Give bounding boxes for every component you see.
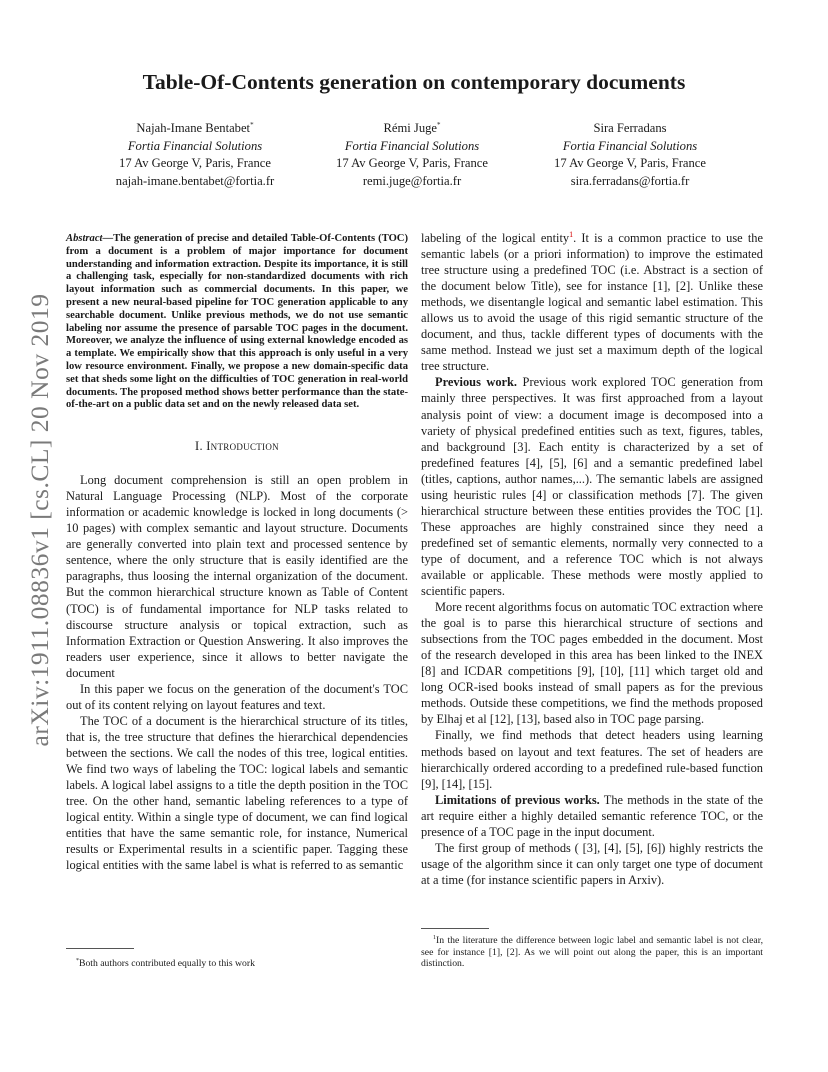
author-address: 17 Av George V, Paris, France (554, 156, 706, 171)
footnote-equal-contribution (76, 958, 406, 970)
equal-contribution-mark: * (250, 120, 254, 129)
arxiv-identifier: arXiv:1911.08836v1 [cs.CL] 20 Nov 2019 (25, 293, 54, 747)
paragraph: More recent algorithms focus on automatic TOC extraction where the goal is to parse this hierarchical structure of sections and subsections from the TOC pages embedded in the document. Most of the research developed in this area has been linked to the INEX [8] and ICDAR competitions [9], [10], [11] which target old and long OCR-ised books instead of small papers as for the previous methods. Outside these competitions, we find the methods proposed by Elhaj et al [12], [13], based also in TOC page parsing. (421, 600, 763, 727)
run-in-heading: Previous work. (435, 375, 518, 390)
paragraph-text: Previous work explored TOC generation from mainly three perspectives. It was first approached from a layout analysis point of view: a document image is decomposed into a variety of physical predefined entities such as text, figures, tables, and background [3]. Each entity is characterized by a set of predefined features [4], [5], [6] and a semantic predefined label (titles, captions, author names,...). The semantic labels are assigned using heuristic rules [4] or classification methods [7]. The given hierarchical structure between these entities provides the TOC [1]. These approaches are highly constrained since they need a predefined set of semantic elements, normally very connected to a type of document, and a reference TOC which is not always available or applicable. These methods were mostly applied to scientific papers. (421, 375, 764, 599)
footnote-rule (421, 928, 489, 929)
introduction-body (66, 472, 408, 873)
paragraph-text: The methods in the state of the art require either a highly detailed semantic reference TOC, or the presence of a TOC page in the input document. (421, 792, 763, 839)
footnote-semantic-label (421, 935, 763, 970)
arxiv-side-stamp (12, 285, 68, 755)
paragraph: The TOC of a document is the hierarchical structure of its titles, that is, the tree structure that defines the hierarchical dependencies between the sections. We call the nodes of this tree, logical entities. We find two ways of labeling the TOC: logical labels and semantic labels. A logical label assigns to a title the depth position in the TOC tree. On the other hand, semantic labeling references to a type of logical entity. Within a single type of document, we can find logical entities that have the same semantic role, for instance, Numerical results or Experimental results in a scientific paper. Tagging these logical entities with the same label is what is referred to as semantic (66, 713, 408, 873)
section-heading-introduction: I. Introduction (195, 439, 279, 454)
author-address: 17 Av George V, Paris, France (119, 156, 271, 171)
paragraph-text: . It is a common practice to use the semantic labels (or a priori information) to improve the estimated tree structure using a predefined TOC (i.e. Abstract is a section of the document below Title), see for instance [1], [2]. Unlike these methods, we disentangle logical and semantic label estimation. This allows us to avoid the usage of this rigid semantic structure of the document, and thus, tackle different types of documents with the same method. Instead we just set a maximum depth of the logical tree structure. (421, 231, 763, 374)
right-column (421, 230, 763, 888)
author-affiliation: Fortia Financial Solutions (344, 138, 480, 153)
author-email[interactable]: najah-imane.bentabet@fortia.fr (115, 173, 275, 188)
paragraph-semantic-labeling (421, 230, 763, 374)
footnote-text: Both authors contributed equally to this work (79, 958, 255, 969)
author-name: Rémi Juge (383, 121, 438, 135)
author-block-1 (75, 120, 315, 190)
paragraph-previous-work (421, 374, 763, 599)
author-affiliation: Fortia Financial Solutions (562, 138, 698, 153)
author-block-3 (510, 120, 750, 190)
author-name: Sira Ferradans (593, 121, 667, 135)
author-address: 17 Av George V, Paris, France (336, 156, 488, 171)
paper-title: Table-Of-Contents generation on contemporary documents (142, 70, 686, 94)
author-block-2 (292, 120, 532, 190)
equal-contribution-mark: * (437, 120, 441, 129)
paragraph-text: labeling of the logical entity (421, 231, 570, 245)
footnote-rule (66, 948, 134, 949)
abstract-label: Abstract (66, 233, 103, 244)
left-column (66, 233, 408, 873)
abstract (66, 233, 408, 412)
author-email[interactable]: remi.juge@fortia.fr (362, 173, 462, 188)
paragraph: Finally, we find methods that detect headers using learning methods based on layout and text features. The set of headers are hierarchically ordered according to a predefined rule-based function [9], [14], [15]. (421, 728, 763, 791)
paragraph-limitations (421, 792, 763, 840)
paragraph: In this paper we focus on the generation of the document's TOC out of its content relying on layout features and text. (66, 681, 408, 712)
run-in-heading: Limitations of previous works. (435, 792, 600, 807)
author-email[interactable]: sira.ferradans@fortia.fr (570, 173, 690, 188)
footnote-mark: 1 (433, 934, 436, 941)
author-affiliation: Fortia Financial Solutions (127, 138, 263, 153)
footnote-link[interactable]: 1 (569, 229, 574, 239)
footnote-mark: * (76, 957, 79, 964)
author-name: Najah-Imane Bentabet (136, 121, 251, 135)
abstract-text: —The generation of precise and detailed Table-Of-Contents (TOC) from a document is a problem of major importance for document understanding and information extraction. Despite its importance, it is still a challenging task, especially for non-standardized documents with rich layout information such as commercial documents. In this paper, we present a new neural-based pipeline for TOC generation applicable to any searchable document. Unlike previous methods, we do not use semantic labeling nor assume the presence of parsable TOC pages in the document. Moreover, we analyze the influence of using external knowledge encoded as a template. We empirically show that this approach is only useful in a very low resource environment. Finally, we propose a new domain-specific data set that sheds some light on the difficulties of TOC generation in real-world documents. The proposed method shows better performance than the state-of-the-art on a public data set and on the newly released data set. (66, 233, 408, 411)
footnote-text: In the literature the difference between logic label and semantic label is not clear, see for instance [1], [2]. As we will point out along the paper, this is an important distinction. (421, 935, 763, 970)
paragraph: Long document comprehension is still an open problem in Natural Language Processing (NLP). Most of the corporate information or academic knowledge is locked in long documents (> 10 pages) with complex semantic and layout structure. Documents are generally converted into plain text and processed sentence by sentence, where the only structure that is easily identified are the paragraphs, thus loosing the internal organization of the document. But the common hierarchical structure known as Table of Content (TOC) is of fundamental importance for NLP tasks related to discourse structure analysis or topical extraction, such as Information Extraction or Question Answering. It also improves the readers user experience, since it allows to better navigate the document (66, 473, 408, 680)
paragraph: The first group of methods ( [3], [4], [5], [6]) highly restricts the usage of the algorithm since it can only target one type of document at a time (for instance scientific papers in Arxiv). (421, 840, 763, 887)
